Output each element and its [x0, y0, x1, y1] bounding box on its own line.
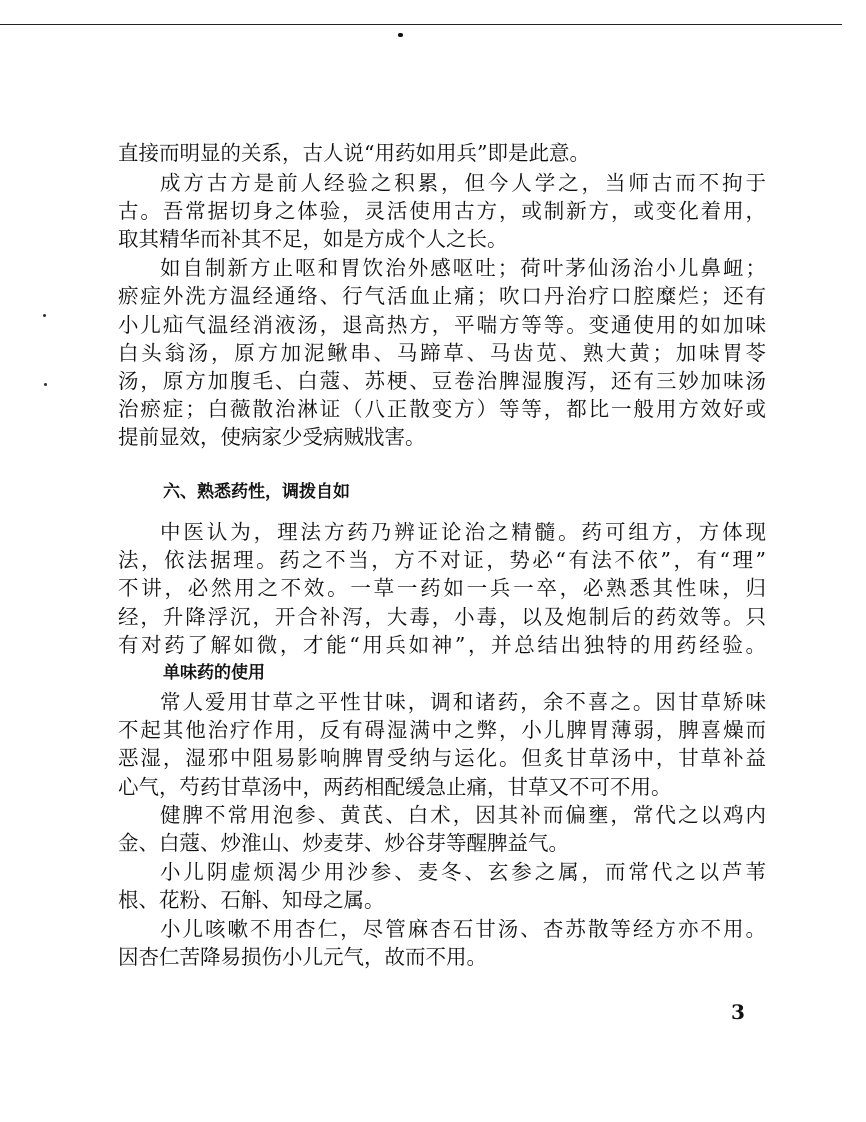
text-line: 恶湿，湿邪中阻易影响脾胃受纳与运化。但炙甘草汤中，甘草补益: [118, 746, 766, 770]
text-line: 直接而明显的关系，古人说“用药如用兵”即是此意。: [118, 141, 590, 165]
text-line: 白头翁汤，原方加泥鳅串、马蹄草、马齿苋、熟大黄；加味胃苓: [118, 341, 766, 365]
scan-mark: [398, 33, 403, 37]
page-number: 3: [731, 1000, 745, 1024]
text-line: 治瘀症；白薇散治淋证（八正散变方）等等，都比一般用方效好或: [118, 397, 766, 421]
section-heading: 六、熟悉药性，调拨自如: [163, 482, 350, 502]
text-line: 不起其他治疗作用，反有碍湿满中之弊，小儿脾胃薄弱，脾喜燥而: [118, 718, 766, 742]
text-line: 取其精华而补其不足，如是方成个人之长。: [118, 227, 508, 251]
text-line: 中医认为，理法方药乃辨证论治之精髓。药可组方，方体现: [160, 520, 766, 544]
text-line: 金、白蔻、炒淮山、炒麦芽、炒谷芽等醒脾益气。: [118, 831, 569, 855]
text-line: 经，升降浮沉，开合补泻，大毒，小毒，以及炮制后的药效等。只: [118, 605, 766, 629]
text-line: 心气，芍药甘草汤中，两药相配缓急止痛，甘草又不可不用。: [118, 775, 672, 799]
text-line: 瘀症外洗方温经通络、行气活血止痛；吹口丹治疗口腔糜烂；还有: [118, 284, 766, 308]
text-line: 小儿疝气温经消液汤，退高热方，平喘方等等。变通使用的如加味: [118, 313, 766, 337]
text-line: 常人爱用甘草之平性甘味，调和诸药，余不喜之。因甘草矫味: [160, 690, 766, 714]
text-line: 法，依法据理。药之不当，方不对证，势必“有法不依”，有“理”: [118, 548, 766, 572]
text-line: 汤，原方加腹毛、白蔻、苏梗、豆卷治脾湿腹泻，还有三妙加味汤: [118, 369, 766, 393]
text-line: 如自制新方止呕和胃饮治外感呕吐；荷叶茅仙汤治小儿鼻衄；: [160, 256, 766, 280]
text-line: 因杏仁苦降易损伤小儿元气，故而不用。: [118, 945, 487, 969]
text-line: 不讲，必然用之不效。一草一药如一兵一卒，必熟悉其性味，归: [118, 576, 766, 600]
text-line: 小儿咳嗽不用杏仁，尽管麻杏石甘汤、杏苏散等经方亦不用。: [160, 917, 766, 941]
text-line: 成方古方是前人经验之积累，但今人学之，当师古而不拘于: [160, 171, 766, 195]
scan-speck: [43, 314, 46, 317]
text-line: 根、花粉、石斛、知母之属。: [118, 888, 385, 912]
text-line: 健脾不常用泡参、黄芪、白术，因其补而偏壅，常代之以鸡内: [160, 803, 766, 827]
scan-speck: [44, 383, 47, 386]
text-line: 提前显效，使病家少受病贼戕害。: [118, 425, 426, 449]
text-line: 小儿阴虚烦渴少用沙参、麦冬、玄参之属，而常代之以芦苇: [160, 860, 766, 884]
subheading: 单味药的使用: [163, 663, 265, 683]
text-line: 有对药了解如微，才能“用兵如神”，并总结出独特的用药经验。: [118, 633, 766, 657]
text-line: 古。吾常据切身之体验，灵活使用古方，或制新方，或变化着用，: [118, 199, 766, 223]
top-rule: [0, 24, 842, 25]
